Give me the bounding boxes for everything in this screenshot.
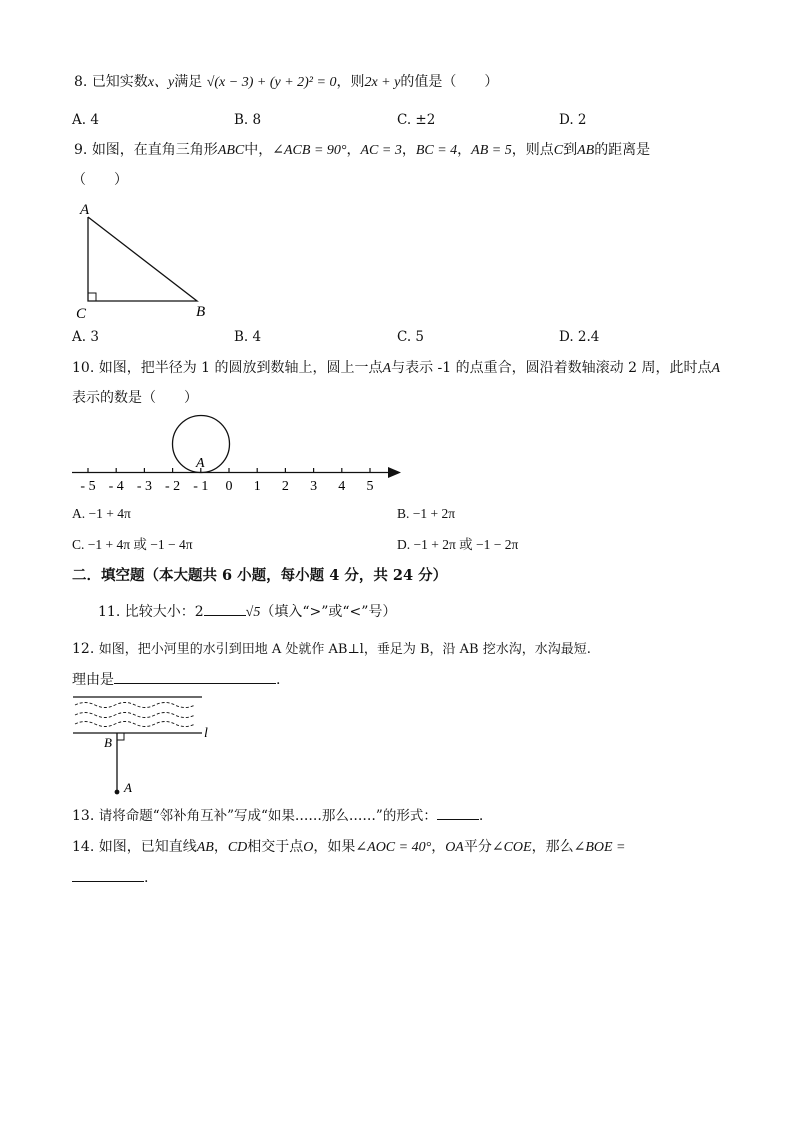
circle-point-label: A bbox=[196, 456, 205, 471]
section-heading: 二．填空题（本大题共 6 小题，每小题 4 分，共 24 分） bbox=[72, 567, 448, 584]
water-wave bbox=[75, 703, 195, 708]
question-11: 11. 比较大小：2 √5（填入“>”或“<”号） bbox=[98, 604, 397, 620]
water-wave bbox=[75, 713, 195, 718]
right-angle-mark bbox=[117, 733, 124, 740]
axis-tick-label: 1 bbox=[253, 479, 261, 492]
vertex-label-c: C bbox=[76, 306, 87, 322]
triangle-outline bbox=[88, 217, 197, 301]
q12-answer-blank[interactable] bbox=[114, 683, 276, 684]
axis-tick-label: 2 bbox=[281, 479, 289, 492]
q10-option-b[interactable]: B. −1 + 2π bbox=[397, 506, 456, 521]
axis-arrow-icon bbox=[388, 467, 401, 478]
q10-option-a[interactable]: A. −1 + 4π bbox=[72, 506, 131, 521]
q9-option-a[interactable]: A. 3 bbox=[72, 329, 99, 345]
river-figure bbox=[70, 694, 220, 802]
water-wave bbox=[75, 722, 195, 727]
question-14: 14. 如图，已知直线AB，CD相交于点O，如果∠AOC = 40°，OA平分∠COE，那么∠BOE = bbox=[72, 839, 626, 855]
question-number: 9. bbox=[74, 142, 88, 158]
q9-option-c[interactable]: C. 5 bbox=[397, 329, 425, 345]
question-13: 13. 请将命题“邻补角互补”写成“如果……那么……”的形式： . bbox=[72, 808, 484, 824]
question-12: 12. 如图，把小河里的水引到田地 A 处就作 AB⊥l，垂足为 B，沿 AB 挖水沟，水沟最短. bbox=[72, 641, 591, 657]
question-number: 8. bbox=[74, 74, 88, 90]
point-label-a: A bbox=[124, 780, 132, 795]
question-8: 8. 已知实数x、y满足 √(x − 3) + (y + 2)² = 0，则2x + y的值是（ ） bbox=[74, 74, 499, 90]
q10-option-d[interactable]: D. −1 + 2π 或 −1 − 2π bbox=[397, 537, 519, 552]
q8-option-b[interactable]: B. 8 bbox=[234, 112, 262, 128]
number-line-figure bbox=[68, 410, 408, 492]
q14-answer-line: . bbox=[72, 869, 148, 887]
question-number: 12. bbox=[72, 641, 95, 657]
q12-reason-line: 理由是 . bbox=[72, 672, 281, 688]
q9-option-b[interactable]: B. 4 bbox=[234, 329, 262, 345]
axis-ticks bbox=[88, 468, 370, 473]
q10-stem-line-2: 表示的数是（ ） bbox=[72, 390, 198, 406]
axis-tick-label: 0 bbox=[225, 479, 233, 492]
right-angle-mark bbox=[88, 293, 96, 301]
expression: 2x + y bbox=[364, 75, 401, 90]
q13-answer-blank[interactable] bbox=[437, 819, 479, 820]
q14-answer-blank[interactable] bbox=[72, 881, 144, 882]
equation: √(x − 3) + (y + 2)² = 0 bbox=[206, 75, 337, 90]
question-number: 14. bbox=[72, 839, 95, 855]
q9-answer-paren: （ ） bbox=[72, 172, 128, 188]
axis-tick-labels bbox=[80, 479, 373, 492]
q10-option-c[interactable]: C. −1 + 4π 或 −1 − 4π bbox=[72, 537, 193, 552]
vertex-label-a: A bbox=[80, 202, 90, 218]
point-a-dot bbox=[115, 790, 120, 795]
q8-option-d[interactable]: D. 2 bbox=[559, 112, 587, 128]
vertex-label-b: B bbox=[196, 304, 206, 320]
question-number: 13. bbox=[72, 808, 95, 824]
axis-tick-label: - 2 bbox=[165, 479, 181, 492]
q8-option-a[interactable]: A. 4 bbox=[72, 112, 99, 128]
question-9: 9. 如图，在直角三角形ABC中，∠ACB = 90°，AC = 3，BC = 4，AB = 5，则点C到AB的距离是 bbox=[74, 142, 651, 158]
axis-tick-label: - 1 bbox=[193, 479, 209, 492]
q9-option-d[interactable]: D. 2.4 bbox=[559, 329, 600, 345]
point-label-b: B bbox=[104, 735, 112, 750]
axis-tick-label: - 5 bbox=[80, 479, 96, 492]
line-label-l: l bbox=[204, 726, 208, 741]
axis-tick-label: - 3 bbox=[136, 479, 152, 492]
right-triangle-figure bbox=[70, 198, 220, 326]
axis-tick-label: 5 bbox=[366, 479, 374, 492]
axis-tick-label: 4 bbox=[338, 479, 346, 492]
q11-answer-blank[interactable] bbox=[204, 615, 246, 616]
axis-tick-label: - 4 bbox=[108, 479, 124, 492]
axis-tick-label: 3 bbox=[310, 479, 318, 492]
question-number: 10. bbox=[72, 360, 95, 376]
question-10: 10. 如图，把半径为 1 的圆放到数轴上，圆上一点A与表示 -1 的点重合，圆沿着数轴滚动 2 周，此时点A bbox=[72, 360, 721, 376]
q8-option-c[interactable]: C. ±2 bbox=[397, 112, 436, 128]
question-number: 11. bbox=[98, 604, 121, 620]
